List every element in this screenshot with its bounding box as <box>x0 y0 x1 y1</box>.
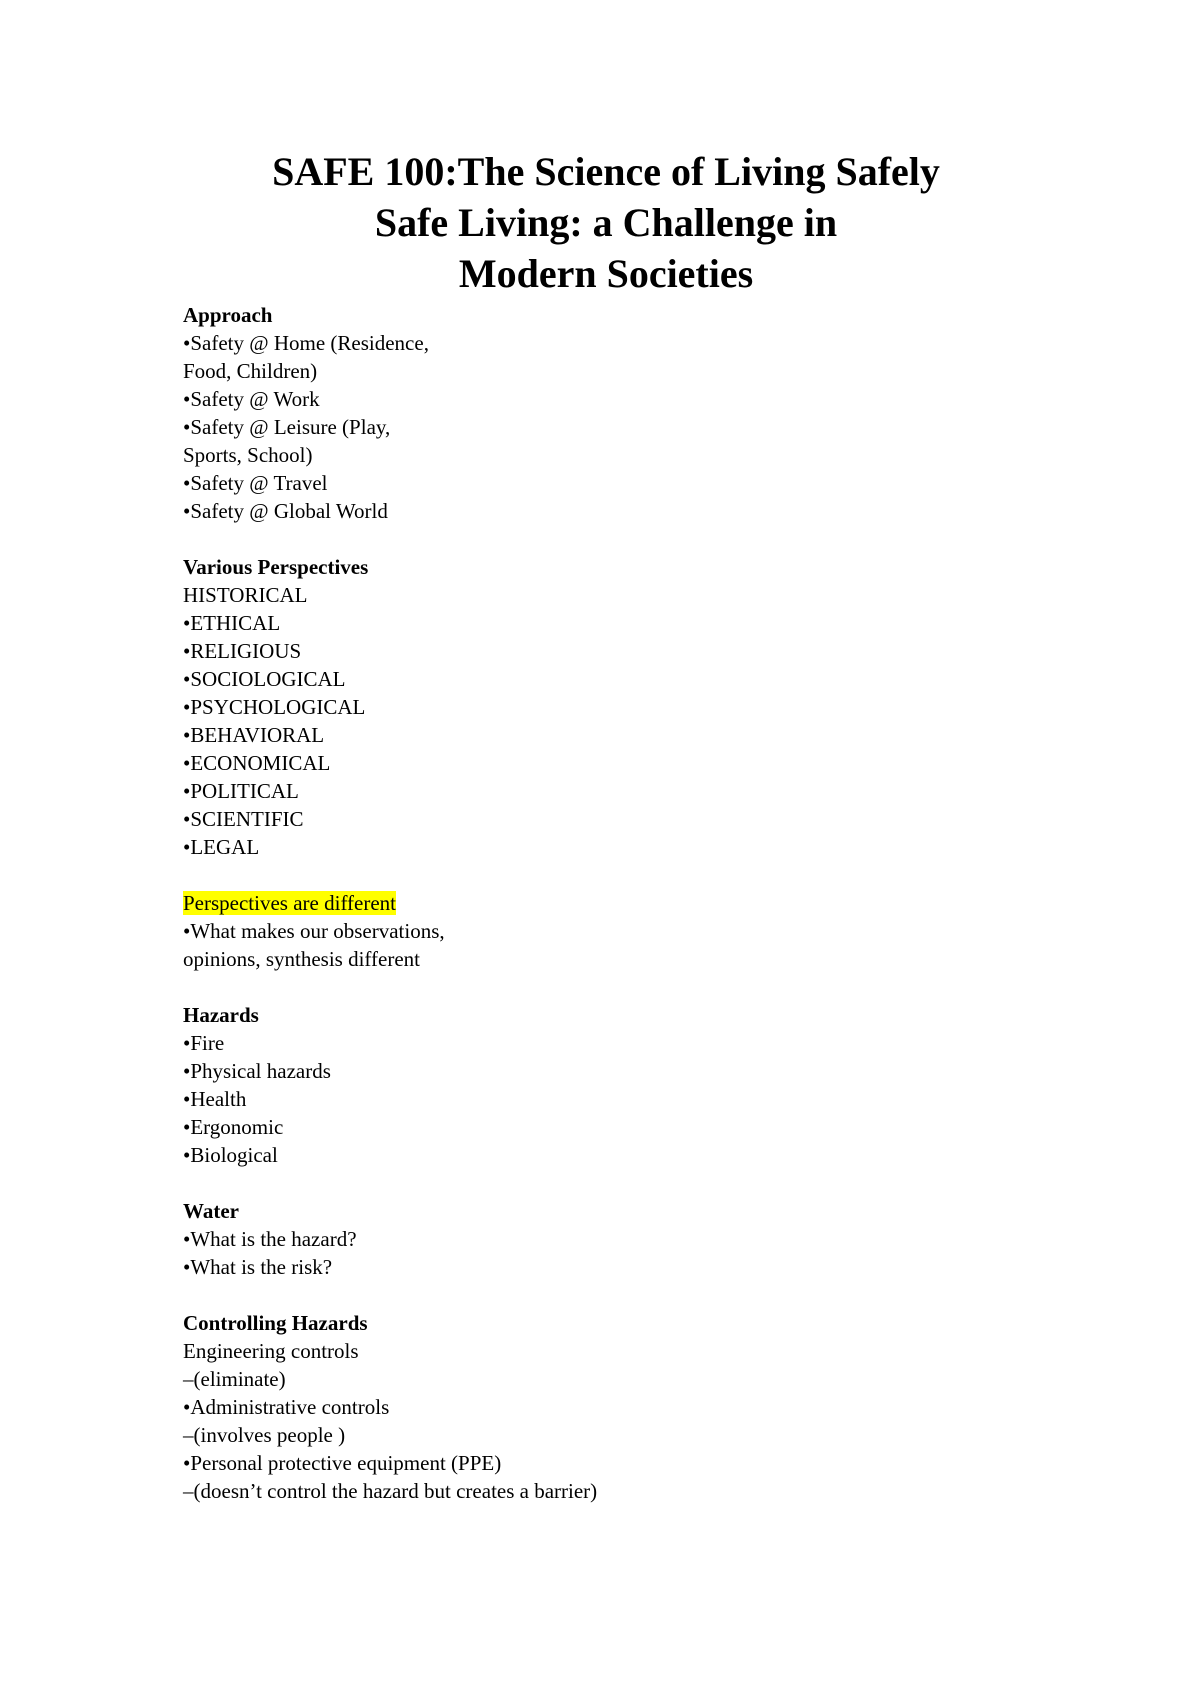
section-various-perspectives <box>183 553 983 861</box>
section-heading-various-perspectives: Various Perspectives <box>183 555 369 579</box>
list-item: •SCIENTIFIC <box>183 807 304 831</box>
list-item: •ECONOMICAL <box>183 751 331 775</box>
list-item: •BEHAVIORAL <box>183 723 325 747</box>
section-spacer <box>183 1169 983 1197</box>
list-item: •PSYCHOLOGICAL <box>183 695 366 719</box>
list-item: •Safety @ Home (Residence, <box>183 331 429 355</box>
list-item: opinions, synthesis different <box>183 947 421 971</box>
section-hazards <box>183 1001 983 1169</box>
list-item: •Ergonomic <box>183 1115 284 1139</box>
list-item: •Personal protective equipment (PPE) <box>183 1451 502 1475</box>
highlighted-heading <box>183 889 983 917</box>
title-line-course: SAFE 100:The Science of Living Safely <box>272 149 940 194</box>
list-item: –(involves people ) <box>183 1423 346 1447</box>
list-item: •POLITICAL <box>183 779 299 803</box>
list-item: •ETHICAL <box>183 611 281 635</box>
list-item: •Biological <box>183 1143 278 1167</box>
list-item: –(doesn’t control the hazard but creates a barrier) <box>183 1479 598 1503</box>
document-title <box>0 146 1200 299</box>
section-water <box>183 1197 983 1281</box>
list-item: •Health <box>183 1087 247 1111</box>
list-item: •Safety @ Global World <box>183 499 388 523</box>
section-heading-hazards: Hazards <box>183 1003 259 1027</box>
list-item: •SOCIOLOGICAL <box>183 667 346 691</box>
document-body <box>183 301 983 1505</box>
list-item: –(eliminate) <box>183 1367 286 1391</box>
list-item: •Fire <box>183 1031 225 1055</box>
list-item: •What makes our observations, <box>183 919 445 943</box>
title-line-subtitle: Safe Living: a Challenge in <box>374 200 838 245</box>
section-heading-water: Water <box>183 1199 239 1223</box>
list-item: •Safety @ Leisure (Play, <box>183 415 391 439</box>
section-perspectives-different <box>183 889 983 973</box>
section-heading-approach: Approach <box>183 303 273 327</box>
list-item: •Safety @ Work <box>183 387 320 411</box>
list-item: •Administrative controls <box>183 1395 390 1419</box>
list-item: •LEGAL <box>183 835 260 859</box>
list-item: •Safety @ Travel <box>183 471 328 495</box>
section-spacer <box>183 525 983 553</box>
list-item: •Physical hazards <box>183 1059 331 1083</box>
section-controlling-hazards <box>183 1309 983 1505</box>
highlighted-text: Perspectives are different <box>183 891 397 915</box>
section-spacer <box>183 973 983 1001</box>
list-item: Food, Children) <box>183 359 318 383</box>
title-line-subtitle-cont: Modern Societies <box>458 251 754 296</box>
list-item: •What is the hazard? <box>183 1227 357 1251</box>
list-item: •RELIGIOUS <box>183 639 302 663</box>
list-item: Engineering controls <box>183 1339 359 1363</box>
section-spacer <box>183 861 983 889</box>
section-heading-controlling-hazards: Controlling Hazards <box>183 1311 368 1335</box>
section-approach <box>183 301 983 525</box>
list-item: Sports, School) <box>183 443 313 467</box>
list-item: HISTORICAL <box>183 583 308 607</box>
section-spacer <box>183 1281 983 1309</box>
list-item: •What is the risk? <box>183 1255 333 1279</box>
